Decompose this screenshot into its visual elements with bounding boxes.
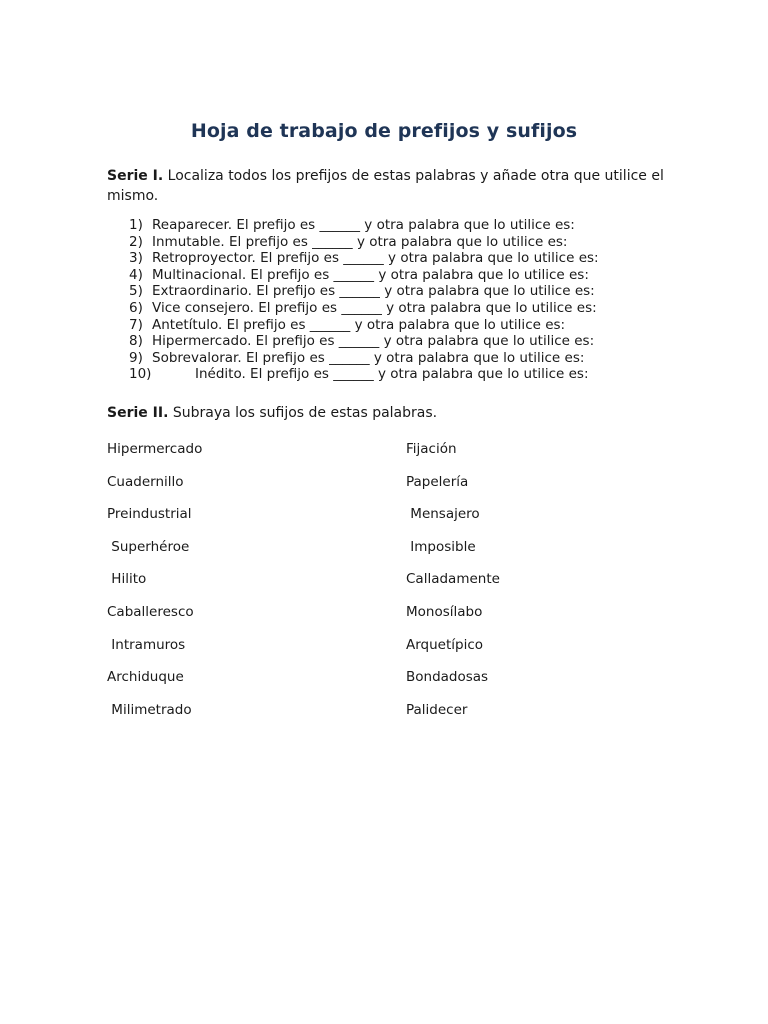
word-right: Calladamente	[406, 571, 500, 588]
serie-2-label: Serie II.	[107, 405, 169, 421]
item-number: 10)	[129, 366, 152, 383]
word-left: Hipermercado	[107, 441, 203, 457]
word-right: Imposible	[406, 538, 476, 555]
list-item	[107, 317, 667, 334]
word-right: Monosílabo	[406, 603, 483, 620]
list-item	[107, 350, 667, 367]
list-item	[107, 234, 667, 251]
item-text: Antetítulo. El prefijo es ______ y otra palabra que lo utilice es:	[152, 316, 566, 333]
item-number: 8)	[129, 333, 143, 350]
word-left: Caballeresco	[107, 603, 194, 620]
word-right: Papelería	[406, 473, 469, 490]
word-row	[107, 637, 627, 670]
item-text: Reaparecer. El prefijo es ______ y otra palabra que lo utilice es:	[152, 217, 575, 233]
word-row	[107, 604, 627, 637]
suffix-word-grid	[107, 441, 627, 734]
word-right: Bondadosas	[406, 669, 489, 686]
item-number: 5)	[129, 283, 143, 300]
list-item	[107, 250, 667, 267]
word-left: Milimetrado	[107, 701, 192, 718]
list-item	[107, 217, 667, 234]
item-text: Extraordinario. El prefijo es ______ y otra palabra que lo utilice es:	[152, 283, 595, 300]
word-row	[107, 539, 627, 572]
word-right: Fijación	[406, 441, 457, 457]
item-text: Sobrevalorar. El prefijo es ______ y otra palabra que lo utilice es:	[152, 349, 585, 366]
word-row	[107, 474, 627, 507]
item-number: 3)	[129, 250, 143, 267]
serie-1-instruction	[107, 166, 667, 206]
item-text: Multinacional. El prefijo es ______ y otra palabra que lo utilice es:	[152, 266, 589, 283]
serie-1-text: Localiza todos los prefijos de estas palabras y añade otra que utilice el mismo.	[107, 168, 664, 204]
list-item	[107, 333, 667, 350]
item-number: 4)	[129, 266, 143, 283]
word-right: Arquetípico	[406, 636, 484, 653]
item-number: 9)	[129, 349, 143, 366]
item-text: Vice consejero. El prefijo es ______ y otra palabra que lo utilice es:	[152, 299, 597, 316]
item-number: 1)	[129, 217, 143, 233]
page-title: Hoja de trabajo de prefijos y sufijos	[190, 120, 578, 142]
word-row	[107, 702, 627, 735]
word-left: Hilito	[107, 571, 147, 588]
prefix-exercise-list	[107, 217, 667, 383]
word-row	[107, 506, 627, 539]
word-left: Superhéroe	[107, 538, 190, 555]
word-right: Mensajero	[406, 506, 480, 523]
item-number: 6)	[129, 299, 143, 316]
item-text: Hipermercado. El prefijo es ______ y otra palabra que lo utilice es:	[152, 333, 595, 350]
list-item	[107, 300, 667, 317]
word-row	[107, 571, 627, 604]
item-number: 2)	[129, 233, 143, 250]
word-right: Palidecer	[406, 701, 468, 718]
word-row	[107, 669, 627, 702]
word-left: Preindustrial	[107, 506, 192, 523]
word-left: Archiduque	[107, 669, 184, 686]
serie-2-text: Subraya los sufijos de estas palabras.	[168, 405, 438, 421]
serie-2-instruction	[107, 403, 667, 423]
item-text: Inmutable. El prefijo es ______ y otra palabra que lo utilice es:	[152, 233, 568, 250]
serie-1-label: Serie I.	[107, 168, 164, 184]
list-item	[107, 267, 667, 284]
list-item	[107, 283, 667, 300]
word-row	[107, 441, 627, 474]
item-number: 7)	[129, 316, 143, 333]
word-left: Intramuros	[107, 636, 186, 653]
word-left: Cuadernillo	[107, 473, 184, 490]
list-item	[107, 366, 667, 383]
item-text: Retroproyector. El prefijo es ______ y otra palabra que lo utilice es:	[152, 250, 599, 267]
item-text: Inédito. El prefijo es ______ y otra palabra que lo utilice es:	[195, 366, 589, 383]
